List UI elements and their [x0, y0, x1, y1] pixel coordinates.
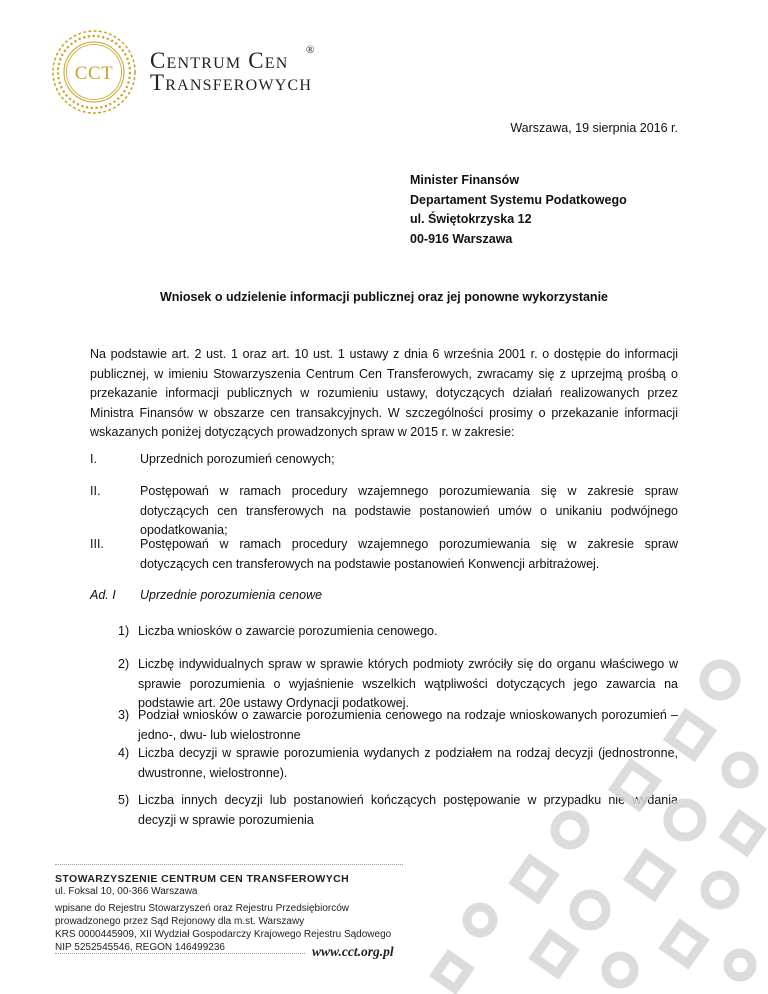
footer-block	[55, 873, 391, 954]
recipient-line: 00-916 Warszawa	[410, 231, 513, 246]
question-item	[118, 655, 678, 714]
roman-list-item	[90, 450, 678, 470]
recipient-line: Departament Systemu Podatkowego	[410, 192, 627, 207]
roman-numeral: I.	[90, 452, 97, 466]
footer-krs-line: KRS 0000445909, XII Wydział Gospodarczy Krajowego Rejestru Sądowego	[55, 929, 392, 940]
recipient-block	[410, 171, 670, 249]
question-item	[118, 706, 678, 745]
question-text: Liczba wniosków o zawarcie porozumienia cenowego.	[138, 624, 438, 638]
footer-divider	[55, 864, 403, 865]
registered-mark: ®	[306, 44, 315, 56]
website-link[interactable]: www.cct.org.pl	[312, 944, 394, 959]
question-item	[118, 744, 678, 783]
footer-address: ul. Foksal 10, 00-366 Warszawa	[55, 886, 198, 897]
brand-name-line1: Centrum Cen	[150, 48, 289, 73]
footer-divider	[55, 953, 305, 954]
recipient-line: ul. Świętokrzyska 12	[410, 212, 532, 226]
letter-subject: Wniosek o udzielenie informacji publicznej oraz jej ponowne wykorzystanie	[159, 290, 608, 304]
question-number: 4)	[118, 746, 130, 760]
footer-nip-line: NIP 5252545546, REGON 146499236	[55, 942, 225, 953]
roman-item-text: Postępowań w ramach procedury wzajemnego porozumiewania się w zakresie spraw dotyczących cen transferowych na podstawie postanowień Konwencji arbitrażowej.	[140, 537, 678, 571]
intro-paragraph: Na podstawie art. 2 ust. 1 oraz art. 10 ust. 1 ustawy z dnia 6 września 2001 r. o dostępie do informacji publicznej, w imieniu Stowarzyszenia Centrum Cen Transferowych, zwracamy się z uprzejmą prośbą o przekazanie informacji publicznych w rozumieniu ustawy, dotyczących działań realizowanych przez Ministra Finansów w obszarze cen transakcyjnych. W szczególności prosimy o przekazanie informacji wskazanych poniżej dotyczących prowadzonych spraw w 2015 r. w zakresie:	[90, 347, 678, 439]
brand-name-line2: Transferowych	[150, 70, 313, 95]
question-text: Liczba innych decyzji lub postanowień kończących postępowanie w przypadku nie wydania decyzji w sprawie porozumienia	[138, 793, 678, 827]
footer-title: STOWARZYSZENIE CENTRUM CEN TRANSFEROWYCH	[55, 873, 350, 885]
question-number: 3)	[118, 708, 130, 722]
question-number: 5)	[118, 793, 130, 807]
section-label: Ad. I	[90, 588, 116, 602]
question-item	[118, 791, 678, 830]
roman-list-item	[90, 482, 678, 541]
roman-item-text: Postępowań w ramach procedury wzajemnego porozumiewania się w zakresie spraw dotyczących cen transferowych na podstawie postanowień umów o unikaniu podwójnego opodatkowania;	[140, 484, 678, 537]
footer-registry-line: wpisane do Rejestru Stowarzyszeń oraz Rejestru Przedsiębiorców	[55, 903, 350, 914]
question-text: Podział wniosków o zawarcie porozumienia cenowego na rodzaje wnioskowanych porozumień – jedno-, dwu- lub wielostronne	[138, 708, 678, 742]
roman-item-text: Uprzednich porozumień cenowych;	[140, 452, 335, 466]
roman-numeral: III.	[90, 537, 104, 551]
question-text: Liczbę indywidualnych spraw w sprawie których podmioty zwróciły się do organu właściwego w sprawie porozumienia o wyjaśnienie wszelkich wątpliwości dotyczących jego zawarcia na podstawie art. 20e ustawy Ordynacji podatkowej.	[138, 657, 678, 710]
roman-list-item	[90, 535, 678, 574]
brand-name	[150, 44, 315, 95]
question-item	[118, 622, 678, 642]
recipient-line: Minister Finansów	[410, 173, 520, 187]
question-text: Liczba decyzji w sprawie porozumienia wydanych z podziałem na rodzaj decyzji (jednostronne, dwustronne, wielostronne).	[138, 746, 678, 780]
cct-logo	[50, 28, 138, 116]
question-number: 1)	[118, 624, 130, 638]
footer-registry-line: prowadzonego przez Sąd Rejonowy dla m.st. Warszawy	[55, 916, 305, 927]
letter-date: Warszawa, 19 sierpnia 2016 r.	[510, 121, 678, 135]
logo-initials: CCT	[74, 63, 114, 84]
roman-numeral: II.	[90, 484, 101, 498]
question-number: 2)	[118, 657, 130, 671]
section-title: Uprzednie porozumienia cenowe	[140, 588, 323, 602]
